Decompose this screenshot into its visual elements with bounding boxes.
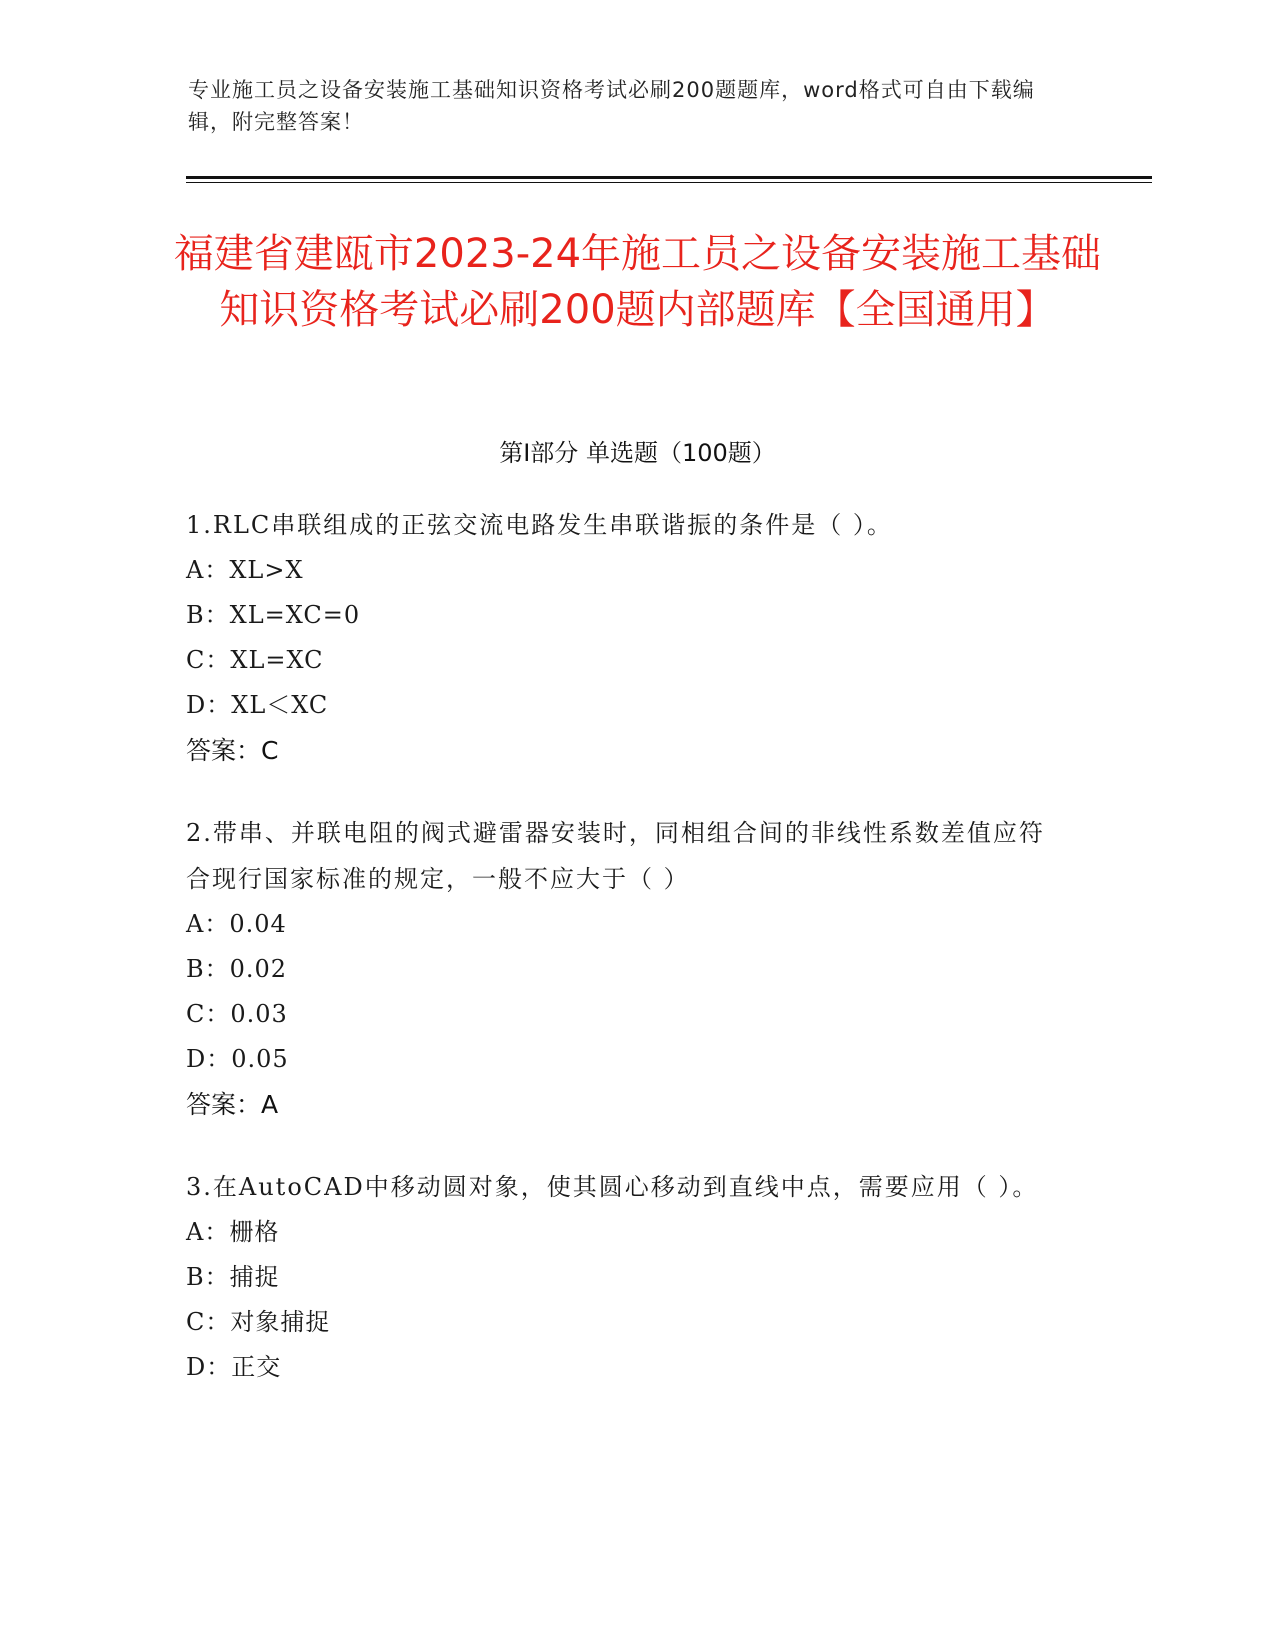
option-c: C：XL=XC (186, 646, 324, 674)
option-a: A：XL>X (186, 556, 304, 584)
question-stem: 2.带串、并联电阻的阀式避雷器安装时，同相组合间的非线性系数差值应符合现行国家标准的规定，一般不应大于（ ） (186, 819, 1045, 893)
header-divider-thin (186, 182, 1152, 183)
option-d: D：XL＜XC (186, 691, 329, 719)
question-stem: 3.在AutoCAD中移动圆对象，使其圆心移动到直线中点，需要应用（ ）。 (186, 1173, 1039, 1201)
answer: 答案：A (186, 1090, 279, 1119)
option-c: C：对象捕捉 (186, 1308, 331, 1336)
option-b: B：0.02 (186, 955, 288, 983)
question-1 (186, 502, 1066, 773)
option-a: A：0.04 (186, 910, 287, 938)
header-text: 专业施工员之设备安装施工基础知识资格考试必刷200题题库，word格式可自由下载编辑，附完整答案！ (188, 78, 1035, 134)
header-divider-thick (186, 176, 1152, 179)
question-stem: 1.RLC串联组成的正弦交流电路发生串联谐振的条件是（ ）。 (186, 511, 893, 539)
option-d: D：0.05 (186, 1045, 289, 1073)
answer: 答案：C (186, 736, 279, 765)
option-a: A：栅格 (186, 1218, 280, 1246)
option-d: D：正交 (186, 1353, 282, 1381)
question-3 (186, 1164, 1066, 1390)
question-2 (186, 810, 1066, 1127)
option-b: B：捕捉 (186, 1263, 280, 1291)
option-b: B：XL=XC=0 (186, 601, 361, 629)
document-title: 福建省建瓯市2023-24年施工员之设备安装施工基础知识资格考试必刷200题内部题库【全国通用】 (173, 231, 1102, 333)
section-title: 第I部分 单选题（100题） (499, 439, 776, 467)
option-c: C：0.03 (186, 1000, 288, 1028)
